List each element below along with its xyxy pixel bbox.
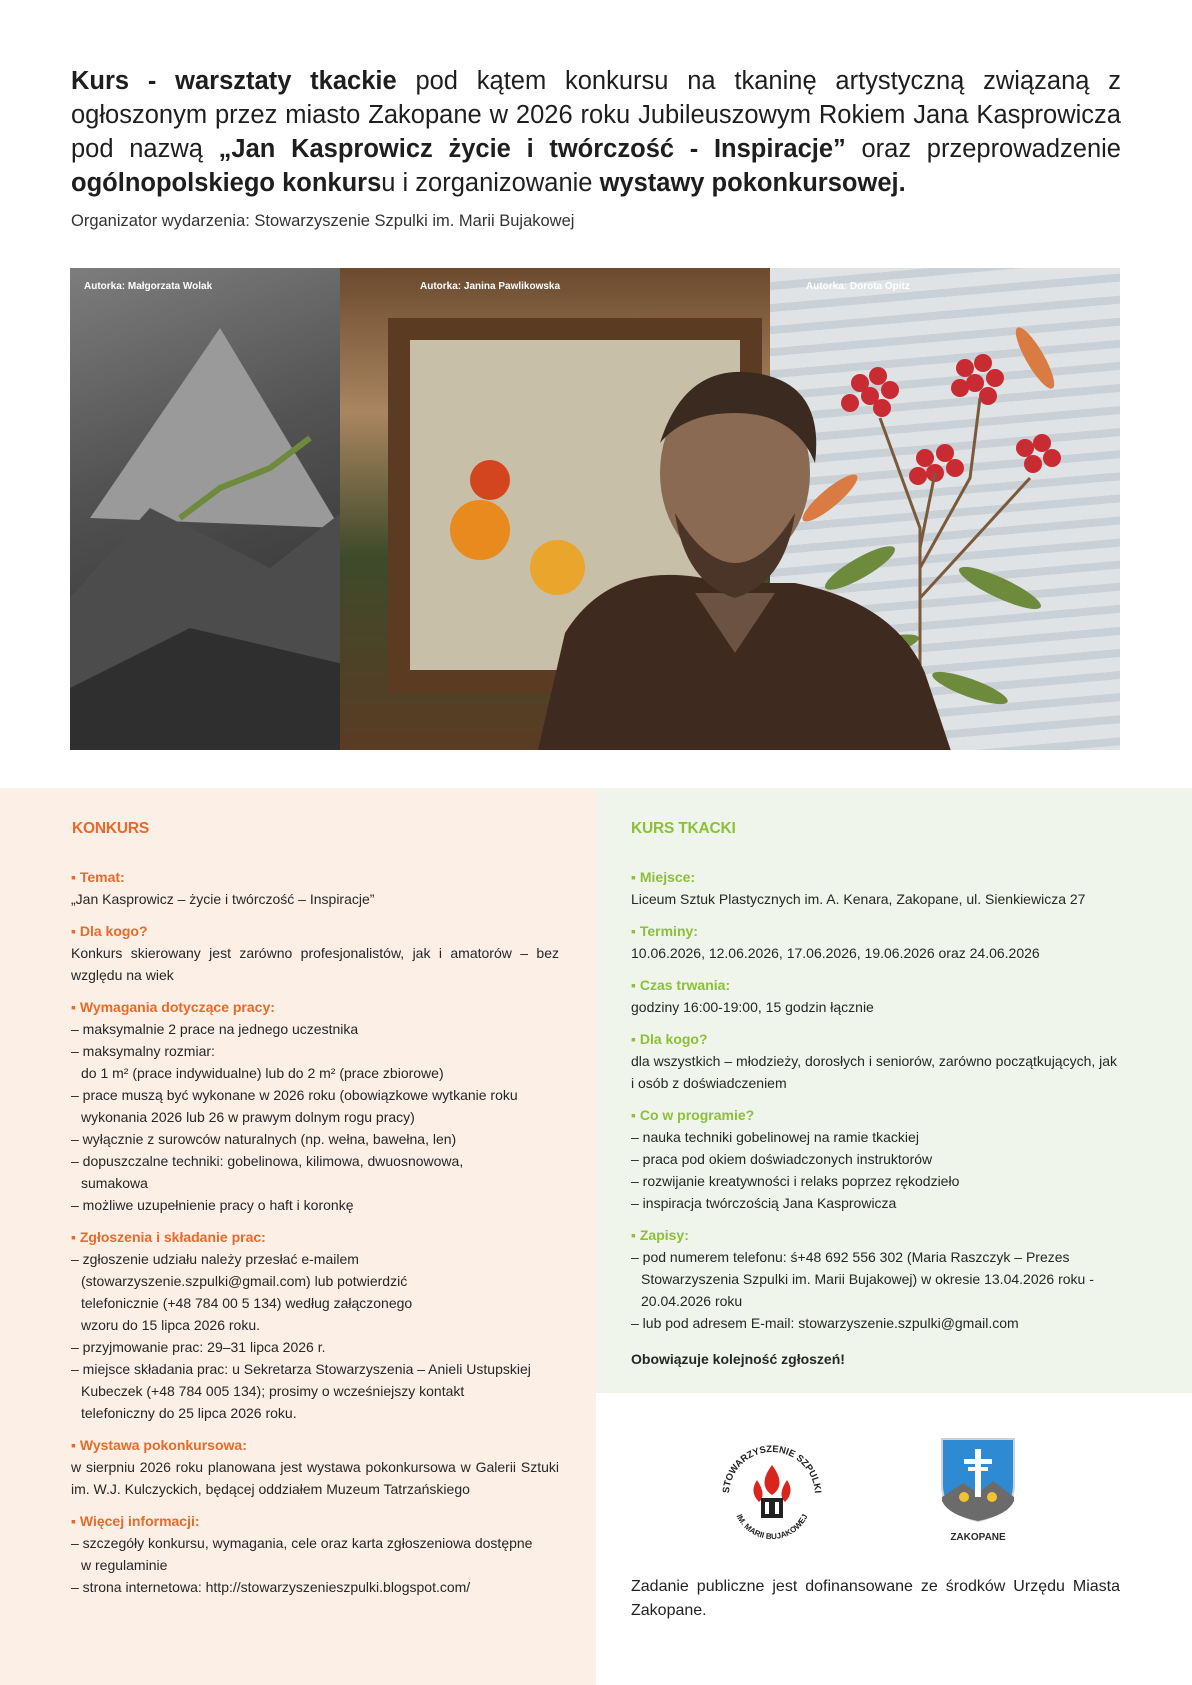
zakopane-shield-icon <box>938 1435 1018 1523</box>
program-item: – nauka techniki gobelinowej na ramie tkackiej <box>631 1129 919 1145</box>
wiecej-item: – strona internetowa: http://stowarzyszenieszpulki.blogspot.com/ <box>71 1579 471 1595</box>
szpulki-logo <box>717 1440 827 1550</box>
intro-text-6: u i zorganizowanie <box>381 169 600 197</box>
wymagania-item: – prace muszą być wykonane w 2026 roku (obowiązkowe wytkanie roku <box>71 1087 518 1103</box>
intro-paragraph <box>71 64 1121 200</box>
intro-bold-5: ogólnopolskiego konkurs <box>71 169 382 197</box>
kurs-title: KURS TKACKI <box>631 820 736 837</box>
zgloszenia-item: – przyjmowanie prac: 29–31 lipca 2026 r. <box>71 1339 326 1355</box>
program-item: – rozwijanie kreatywności i relaks poprzez rękodzieło <box>631 1173 960 1189</box>
tapestry-mountains-image <box>70 268 360 750</box>
organizer-line: Organizator wydarzenia: Stowarzyszenie Szpulki im. Marii Bujakowej <box>71 212 575 230</box>
zapisy-line: – lub pod adresem E-mail: stowarzyszenie.szpulki@gmail.com <box>631 1315 1019 1331</box>
intro-bold-title: „Jan Kasprowicz życie i twórczość - Inspiracje” <box>218 135 846 163</box>
temat-text: „Jan Kasprowicz – życie i twórczość – Inspiracje” <box>71 891 375 907</box>
wymagania-item: – możliwe uzupełnienie pracy o haft i koronkę <box>71 1197 354 1213</box>
program-item: – inspiracja twórczością Jana Kasprowicza <box>631 1195 897 1211</box>
zapisy-line: Stowarzyszenia Szpulki im. Marii Bujakowej) w okresie 13.04.2026 roku - <box>641 1271 1094 1287</box>
mountain-shapes <box>70 268 360 750</box>
wystawa-label: ▪ Wystawa pokonkursowa: <box>71 1437 247 1453</box>
zgloszenia-item: (stowarzyszenie.szpulki@gmail.com) lub potwierdzić <box>81 1273 408 1289</box>
czas-text: godziny 16:00-19:00, 15 godzin łącznie <box>631 999 874 1015</box>
kurs-column <box>631 866 1121 1370</box>
intro-text-4: oraz przeprowadzenie <box>845 135 1121 163</box>
photo-credit-1: Autorka: Małgorzata Wolak <box>84 281 213 292</box>
photo-credit-2: Autorka: Janina Pawlikowska <box>420 281 561 292</box>
dla-kogo-label: ▪ Dla kogo? <box>631 1031 708 1047</box>
wymagania-item: – wyłącznie z surowców naturalnych (np. wełna, bawełna, len) <box>71 1131 457 1147</box>
zgloszenia-item: telefonicznie (+48 784 00 5 134) według załączonego <box>81 1295 413 1311</box>
zgloszenia-item: telefoniczny do 25 lipca 2026 roku. <box>81 1405 297 1421</box>
miejsce-label: ▪ Miejsce: <box>631 869 696 885</box>
terminy-text: 10.06.2026, 12.06.2026, 17.06.2026, 19.06.2026 oraz 24.06.2026 <box>631 945 1040 961</box>
wymagania-item: sumakowa <box>81 1175 148 1191</box>
wymagania-item: – maksymalny rozmiar: <box>71 1043 215 1059</box>
intro-bold-1: Kurs - warsztaty tkackie <box>71 67 397 95</box>
wymagania-item: – maksymalnie 2 prace na jednego uczestnika <box>71 1021 359 1037</box>
program-item: – praca pod okiem doświadczonych instruktorów <box>631 1151 933 1167</box>
zakopane-label: ZAKOPANE <box>950 1532 1006 1543</box>
miejsce-text: Liceum Sztuk Plastycznych im. A. Kenara, Zakopane, ul. Sienkiewicza 27 <box>631 891 1086 907</box>
kasprowicz-portrait <box>535 353 955 750</box>
kolejnosc-note: Obowiązuje kolejność zgłoszeń! <box>631 1351 845 1367</box>
logo-text-bottom: IM. MARII BUJAKOWEJ <box>734 1512 810 1542</box>
logo-text-top: STOWARZYSZENIE SZPULKI <box>720 1443 823 1494</box>
terminy-label: ▪ Terminy: <box>631 923 698 939</box>
photo-credit-3: Autorka: Dorota Opitz <box>806 281 910 292</box>
konkurs-title: KONKURS <box>72 820 149 837</box>
dla-kogo-label: ▪ Dla kogo? <box>71 923 148 939</box>
zgloszenia-label: ▪ Zgłoszenia i składanie prac: <box>71 1229 266 1245</box>
konkurs-column <box>71 866 559 1598</box>
program-label: ▪ Co w programie? <box>631 1107 755 1123</box>
dla-kogo-text: dla wszystkich – młodzieży, dorosłych i seniorów, zarówno początkujących, jak i osób z doświadczeniem <box>631 1053 1118 1091</box>
czas-label: ▪ Czas trwania: <box>631 977 731 993</box>
wiecej-item: w regulaminie <box>81 1557 168 1573</box>
zapisy-label: ▪ Zapisy: <box>631 1227 689 1243</box>
woven-flower <box>450 500 510 560</box>
zgloszenia-item: – zgłoszenie udziału należy przesłać e-mailem <box>71 1251 359 1267</box>
wymagania-item: do 1 m² (prace indywidualne) lub do 2 m² (prace zbiorowe) <box>81 1065 444 1081</box>
photo-collage <box>70 268 1120 750</box>
wiecej-label: ▪ Więcej informacji: <box>71 1513 200 1529</box>
zgloszenia-item: wzoru do 15 lipca 2026 roku. <box>81 1317 260 1333</box>
woven-flower <box>470 460 510 500</box>
zapisy-line: – pod numerem telefonu: ś+48 692 556 302 (Maria Raszczyk – Prezes <box>631 1249 1070 1265</box>
wymagania-item: wykonania 2026 lub 26 w prawym dolnym rogu pracy) <box>81 1109 415 1125</box>
wymagania-label: ▪ Wymagania dotyczące pracy: <box>71 999 275 1015</box>
temat-label: ▪ Temat: <box>71 869 125 885</box>
zgloszenia-item: Kubeczek (+48 784 005 134); prosimy o wcześniejszy kontakt <box>81 1383 465 1399</box>
wiecej-item: – szczegóły konkursu, wymagania, cele oraz karta zgłoszeniowa dostępne <box>71 1535 533 1551</box>
funding-note: Zadanie publiczne jest dofinansowane ze środków Urzędu Miasta Zakopane. <box>631 1578 1120 1619</box>
zakopane-coat-of-arms <box>938 1435 1018 1545</box>
intro-bold-7: wystawy pokonkursowej. <box>599 169 906 197</box>
zapisy-line: 20.04.2026 roku <box>641 1293 743 1309</box>
intro-text-2: pod kątem konkursu na tkaninę artystyczną związaną z ogłoszonym przez miasto Zakopane w 2026 roku Jubileuszowym Rokiem Jana Kasprowicza pod nazwą <box>71 67 1121 163</box>
wymagania-item: – dopuszczalne techniki: gobelinowa, kilimowa, dwuosnowowa, <box>71 1153 464 1169</box>
zgloszenia-item: – miejsce składania prac: u Sekretarza Stowarzyszenia – Anieli Ustupskiej <box>71 1361 531 1377</box>
dla-kogo-text: Konkurs skierowany jest zarówno profesjonalistów, jak i amatorów – bez względu na wiek <box>71 945 559 983</box>
wystawa-text: w sierpniu 2026 roku planowana jest wystawa pokonkursowa w Galerii Sztuki im. W.J. Kulczyckich, będącej oddziałem Muzeum Tatrzańskiego <box>71 1459 559 1497</box>
